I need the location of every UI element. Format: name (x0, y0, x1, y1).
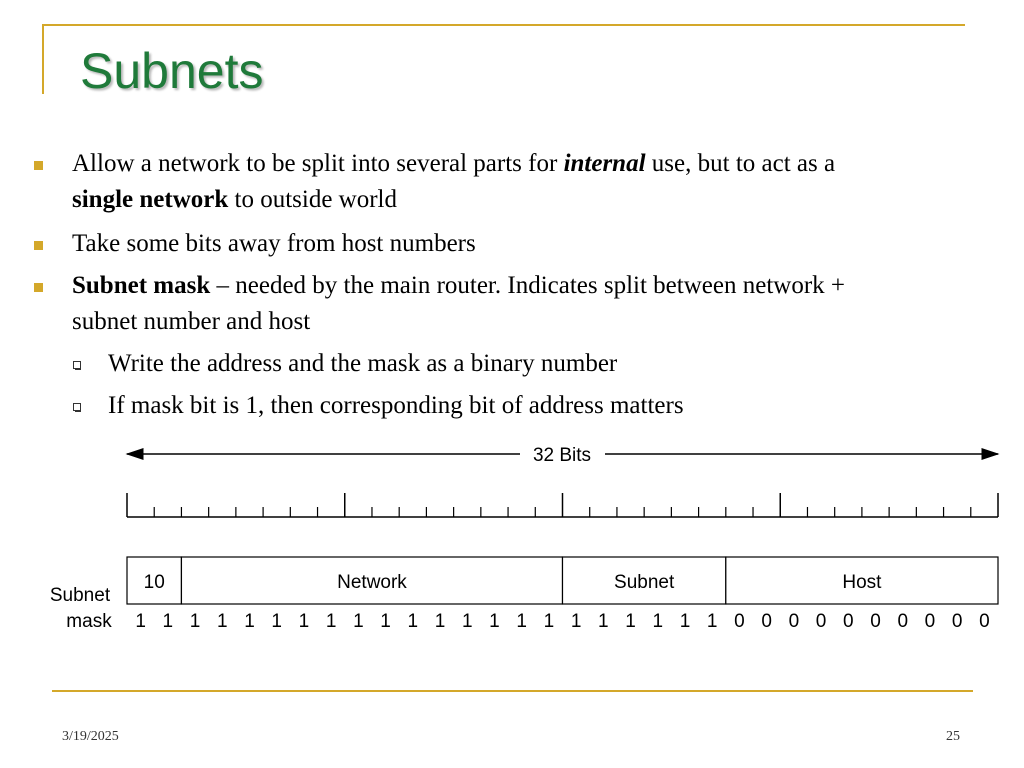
mask-bit: 1 (625, 611, 636, 632)
field-label: Subnet (614, 572, 675, 593)
mask-label-line1: Subnet (49, 585, 111, 606)
mask-bit: 1 (489, 611, 500, 632)
field-label: Network (337, 572, 407, 593)
mask-bits (135, 611, 989, 632)
bullet-text: use, but to act as a (645, 150, 836, 177)
mask-bit: 1 (407, 611, 419, 632)
bit-ruler (127, 493, 998, 517)
mask-bit: 1 (271, 611, 282, 632)
mask-bit: 0 (734, 611, 745, 632)
mask-bit: 0 (815, 611, 827, 632)
mask-bit: 1 (380, 611, 391, 632)
mask-bit: 1 (598, 611, 609, 632)
bullet-text: subnet number and host (72, 308, 311, 335)
mask-bit: 1 (679, 611, 691, 632)
mask-bit: 1 (570, 611, 582, 632)
footer-date: 3/19/2025 (62, 729, 119, 744)
mask-bit: 0 (897, 611, 909, 632)
mask-bit: 1 (216, 611, 228, 632)
slide-title: Subnets (80, 43, 264, 99)
mask-bit: 1 (516, 611, 527, 632)
strong-text: single network (72, 186, 229, 213)
mask-bit: 0 (870, 611, 881, 632)
mask-bit: 1 (652, 611, 664, 632)
mask-bit: 1 (353, 611, 364, 632)
mask-bit: 1 (189, 611, 201, 632)
strong-text: Subnet mask (72, 272, 211, 299)
mask-bit: 1 (298, 611, 310, 632)
mask-bit: 0 (979, 611, 990, 632)
page-number: 25 (946, 729, 960, 744)
mask-bit: 1 (244, 611, 255, 632)
field-label: 10 (143, 572, 165, 593)
sub-bullet-text: If mask bit is 1, then corresponding bit of address matters (108, 392, 684, 419)
mask-bit: 1 (706, 611, 718, 632)
mask-bit: 1 (135, 611, 146, 632)
mask-bit: 0 (951, 611, 963, 632)
field-label: Host (842, 572, 882, 593)
address-fields (127, 557, 998, 604)
sub-bullet-text: Write the address and the mask as a binary number (108, 350, 618, 377)
bullet-text: to outside world (228, 186, 397, 213)
width-label: 32 Bits (532, 445, 592, 466)
mask-bit: 1 (434, 611, 446, 632)
mask-bit: 1 (162, 611, 174, 632)
mask-bit: 0 (761, 611, 772, 632)
mask-bit: 0 (843, 611, 854, 632)
mask-bit: 1 (543, 611, 555, 632)
bottom-border-line (52, 690, 973, 692)
bullet-text: Allow a network to be split into several parts for (72, 150, 564, 177)
bullet-text: – needed by the main router. Indicates split between network + (210, 272, 845, 299)
mask-bit: 1 (325, 611, 337, 632)
mask-bit: 0 (788, 611, 800, 632)
mask-label-line2: mask (66, 611, 112, 632)
bullet-text: Take some bits away from host numbers (72, 230, 476, 257)
mask-bit: 0 (924, 611, 936, 632)
mask-bit: 1 (461, 611, 473, 632)
emphasis-text: internal (563, 150, 646, 177)
